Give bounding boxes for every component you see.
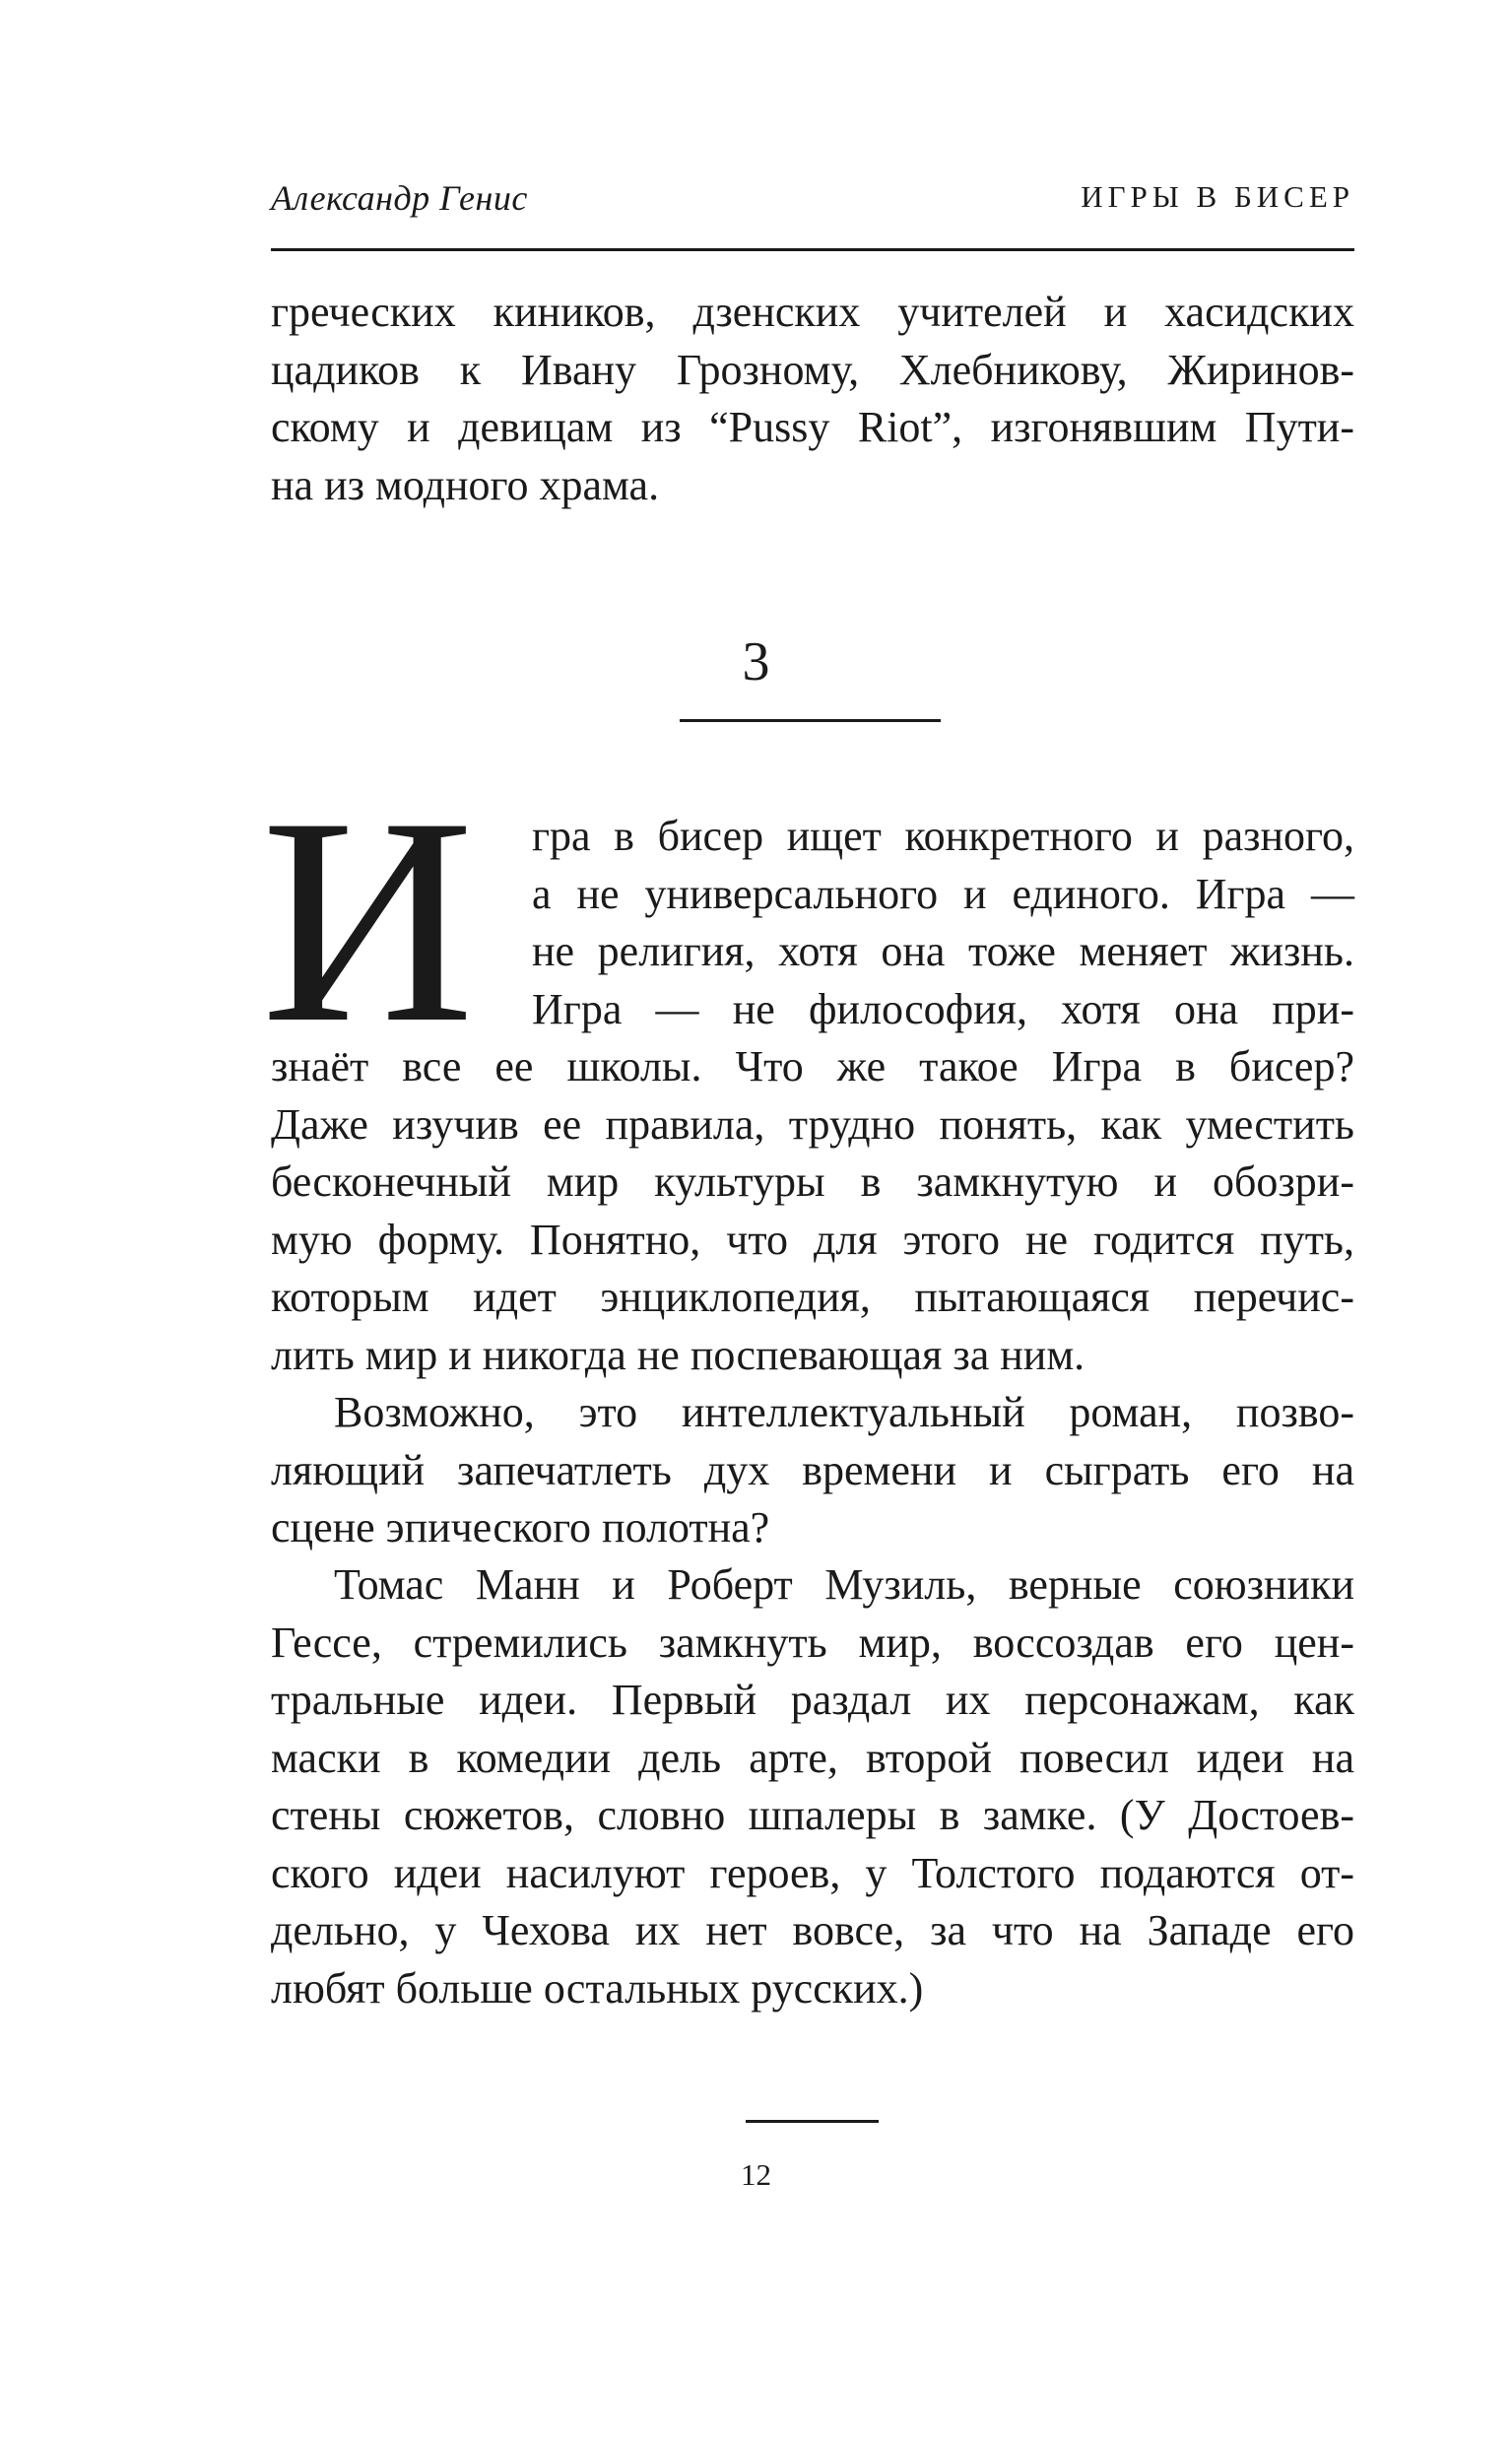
text-line: Томас Манн и Роберт Музиль, верные союзники [334, 1560, 1354, 1609]
author-name: Александр Генис [271, 178, 528, 218]
chapter-rule [680, 719, 941, 722]
text-line: скому и девицам из “Pussy Riot”, изгонявшим Пути- [271, 403, 1354, 451]
text-line: которым идет энциклопедия, пытающаяся перечис- [271, 1273, 1354, 1321]
book-title: ИГРЫ В БИСЕР [1081, 179, 1354, 214]
text-line: на из модного храма. [271, 460, 660, 509]
drop-cap-lines [532, 808, 1354, 1038]
text-line: маски в комедии дель арте, второй повесил идеи на [271, 1733, 1354, 1782]
text-line: цадиков к Ивану Грозному, Хлебникову, Жиринов- [271, 345, 1354, 394]
text-line: Гессе, стремились замкнуть мир, воссоздав его цен- [271, 1618, 1354, 1667]
header-rule [271, 248, 1354, 251]
paragraph-3 [271, 1556, 1354, 2017]
text-line: любят больше остальных русских.) [271, 1963, 924, 2013]
text-line: Игра — не философия, хотя она при- [532, 984, 1354, 1033]
text-line: а не универсального и единого. Игра — [532, 869, 1354, 918]
chapter-number: 3 [742, 631, 770, 693]
drop-cap: И [261, 757, 475, 1084]
page-number: 12 [741, 2157, 771, 2192]
text-line: ляющий запечатлеть дух времени и сыграть его на [271, 1445, 1354, 1494]
footer-rule [746, 2120, 879, 2123]
text-line: ского идеи насилуют героев, у Толстого подаются от- [271, 1848, 1354, 1897]
paragraph-1-rest [271, 1038, 1354, 1384]
text-line: гра в бисер ищет конкретного и разного, [532, 812, 1354, 860]
text-line: бесконечный мир культуры в замкнутую и обозри- [271, 1157, 1354, 1206]
text-line: сцене эпического полотна? [271, 1503, 770, 1552]
text-line: стены сюжетов, словно шпалеры в замке. (У Достоев- [271, 1791, 1354, 1839]
text-line: не религия, хотя она тоже меняет жизнь. [532, 927, 1354, 975]
text-line: мую форму. Понятно, что для этого не годится путь, [271, 1215, 1354, 1264]
text-line: дельно, у Чехова их нет вовсе, за что на Западе его [271, 1906, 1354, 1954]
text-line: греческих киников, дзенских учителей и хасидских [271, 288, 1354, 336]
text-line: лить мир и никогда не поспевающая за ним. [271, 1330, 1085, 1379]
text-line: Даже изучив ее правила, трудно понять, как уместить [271, 1099, 1354, 1149]
text-line: Возможно, это интеллектуальный роман, позво- [334, 1388, 1354, 1436]
text-line: тральные идеи. Первый раздал их персонажам, как [271, 1676, 1354, 1724]
text-line: знаёт все ее школы. Что же такое Игра в бисер? [271, 1042, 1354, 1090]
continuation-paragraph [271, 284, 1354, 514]
running-header [271, 177, 1354, 236]
paragraph-2 [271, 1384, 1354, 1557]
